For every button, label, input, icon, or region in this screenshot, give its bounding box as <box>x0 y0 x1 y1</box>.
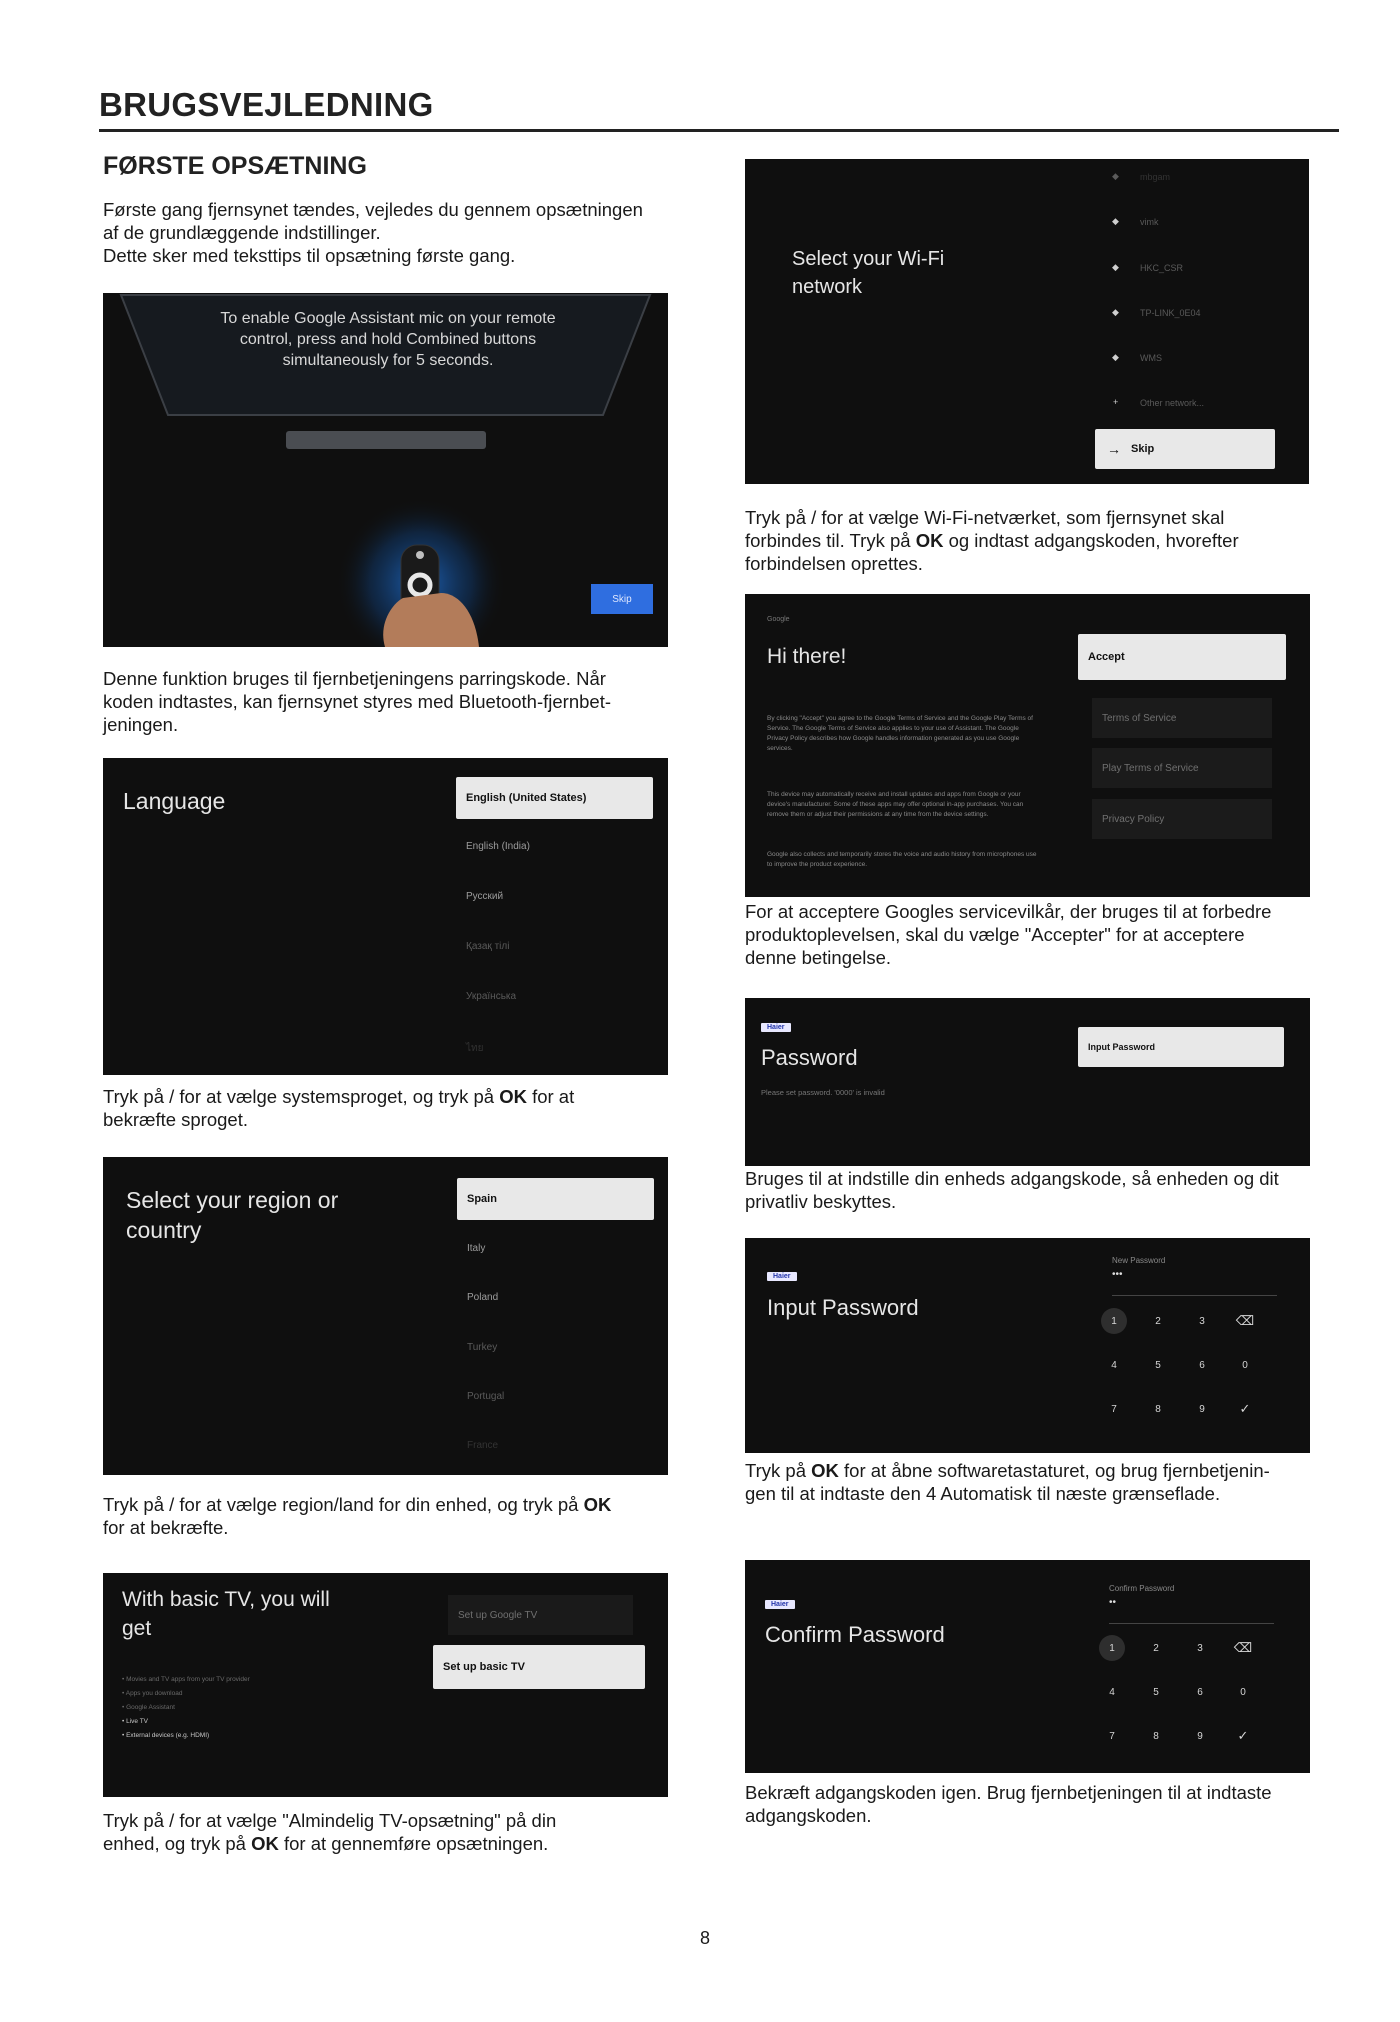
intro-line: Dette sker med teksttips til opsætning første gang. <box>103 245 516 266</box>
language-option[interactable]: Қазақ тілі <box>466 941 510 952</box>
caption-line: jeningen. <box>103 714 179 735</box>
keypad-key[interactable]: 8 <box>1153 1730 1159 1742</box>
caption-line <box>745 1459 1325 1482</box>
wifi-network[interactable]: HKC_CSR <box>1140 263 1184 273</box>
feature-text: Google Assistant <box>126 1704 175 1711</box>
field-underline <box>1109 1623 1274 1624</box>
password-hint: Please set password. '0000' is invalid <box>761 1088 885 1097</box>
caption-region <box>103 1493 683 1539</box>
caption-line: gen til at indtaste den 4 Automatisk til næste grænseflade. <box>745 1483 1221 1504</box>
screen-title: Password <box>761 1045 858 1070</box>
caption-line: for at bekræfte. <box>103 1517 229 1538</box>
wifi-icon: ◆ <box>1112 262 1119 272</box>
add-icon: + <box>1113 397 1119 407</box>
caption-line: Bekræft adgangskoden igen. Brug fjernbetjeningen til at indtaste <box>745 1782 1272 1803</box>
caption-line: privatliv beskyttes. <box>745 1191 897 1212</box>
keypad-key[interactable]: 4 <box>1111 1359 1117 1371</box>
caption-input-password <box>745 1459 1325 1505</box>
screenshot-password <box>745 998 1310 1166</box>
caption-line: Bruges til at indstille din enheds adgangskode, så enheden og dit <box>745 1168 1279 1189</box>
backspace-icon[interactable]: ⌫ <box>1235 1313 1255 1328</box>
caption-remote-pairing <box>103 667 683 736</box>
play-terms-link[interactable]: Play Terms of Service <box>1092 748 1272 788</box>
keypad-key[interactable]: 9 <box>1197 1730 1203 1742</box>
feature-list <box>122 1673 250 1743</box>
keypad-key[interactable]: 0 <box>1240 1686 1246 1698</box>
terms-fine-print: By clicking "Accept" you agree to the Google Terms of Service and the Google Play Terms of Service. The Google Terms of Service also applies to your use of Assistant. The Google Privacy Policy describes how Google handles information generated as you use Google services. <box>767 715 1033 752</box>
keypad-key[interactable]: 8 <box>1155 1403 1161 1415</box>
ok-key-label: OK <box>915 530 944 551</box>
keypad-key[interactable]: 1 <box>1101 1308 1127 1334</box>
keypad-key[interactable]: 2 <box>1153 1642 1159 1654</box>
caption-wifi <box>745 506 1325 575</box>
haier-badge: Haier <box>767 1272 797 1281</box>
caption-text: Tryk på / for at vælge systemsproget, og tryk på <box>103 1086 500 1107</box>
screen-title: Hi there! <box>767 645 847 668</box>
feature-text: Movies and TV apps from your TV provider <box>126 1676 250 1683</box>
message-line: simultaneously for 5 seconds. <box>282 352 494 369</box>
screenshot-region <box>103 1157 668 1475</box>
keypad-key[interactable]: 5 <box>1153 1686 1159 1698</box>
ok-key-label: OK <box>811 1460 839 1481</box>
caption-line <box>745 529 1325 552</box>
field-underline <box>1112 1295 1277 1296</box>
caption-confirm-password <box>745 1781 1325 1827</box>
ok-key-label: OK <box>251 1833 279 1854</box>
wifi-network[interactable]: mbgam <box>1140 172 1171 182</box>
caption-line: Tryk på / for at vælge Wi-Fi-netværket, som fjernsynet skal <box>745 507 1225 528</box>
caption-line: koden indtastes, kan fjernsynet styres med Bluetooth-fjernbet- <box>103 691 611 712</box>
assistant-message <box>173 308 603 371</box>
confirm-password-label: Confirm Password <box>1109 1584 1175 1593</box>
skip-button[interactable]: Skip <box>591 584 653 614</box>
region-option[interactable]: Portugal <box>467 1391 505 1402</box>
setup-google-tv-option[interactable]: Set up Google TV <box>448 1595 633 1635</box>
wifi-network[interactable]: TP-LINK_0E04 <box>1140 308 1201 318</box>
haier-badge: Haier <box>765 1600 795 1609</box>
new-password-label: New Password <box>1112 1256 1166 1265</box>
terms-fine-print: This device may automatically receive and install updates and apps from Google or your device's manufacturer. Some of these apps may offer optional in-app purchases. You can remove them or adjust their permissions at any time from the device settings. <box>767 791 1024 818</box>
document-title: BRUGSVEJLEDNING <box>99 86 434 123</box>
keypad-key[interactable]: 3 <box>1197 1642 1203 1654</box>
keypad-key[interactable]: 7 <box>1109 1730 1115 1742</box>
caption-terms <box>745 900 1325 969</box>
language-option[interactable]: English (India) <box>466 841 530 852</box>
caption-line: Tryk på / for at vælge "Almindelig TV-opsætning" på din <box>103 1810 557 1831</box>
caption-text: for at åbne softwaretastaturet, og brug fjernbetjenin- <box>838 1460 1270 1481</box>
intro-line: Første gang fjernsynet tændes, vejledes du gennem opsætningen <box>103 199 643 220</box>
confirm-password-value[interactable]: •• <box>1109 1597 1117 1608</box>
title-line: get <box>122 1617 152 1640</box>
privacy-policy-link[interactable]: Privacy Policy <box>1092 799 1272 839</box>
feature-text: Apps you download <box>125 1690 183 1697</box>
wifi-icon: ◆ <box>1112 352 1119 362</box>
new-password-value[interactable]: ••• <box>1112 1269 1123 1280</box>
caption-language <box>103 1085 683 1131</box>
title-line: Select your region or <box>126 1187 339 1213</box>
language-option[interactable]: Русский <box>466 891 504 902</box>
caption-text: Tryk på <box>745 1460 812 1481</box>
screenshot-terms <box>745 594 1310 897</box>
wifi-icon: ◆ <box>1112 171 1119 181</box>
keypad-key[interactable]: 0 <box>1242 1359 1248 1371</box>
message-line: control, press and hold Combined buttons <box>239 331 537 348</box>
haier-badge: Haier <box>761 1023 791 1032</box>
backspace-icon[interactable]: ⌫ <box>1233 1640 1253 1655</box>
screen-title: Confirm Password <box>765 1622 945 1647</box>
checkmark-icon[interactable]: ✓ <box>1239 1401 1251 1416</box>
wifi-network[interactable]: Other network... <box>1140 398 1205 408</box>
wifi-network[interactable]: vimk <box>1140 217 1159 227</box>
caption-text: for at <box>526 1086 575 1107</box>
screen-title <box>126 1185 338 1245</box>
caption-line: bekræfte sproget. <box>103 1109 248 1130</box>
screen-title <box>792 245 944 301</box>
region-option[interactable]: Poland <box>467 1292 499 1303</box>
terms-of-service-link[interactable]: Terms of Service <box>1092 698 1272 738</box>
language-option[interactable]: Українська <box>466 991 517 1002</box>
caption-line: produktoplevelsen, skal du vælge "Accepter" for at acceptere <box>745 924 1245 945</box>
keypad-key[interactable]: 9 <box>1199 1403 1205 1415</box>
input-password-button[interactable]: Input Password <box>1078 1027 1284 1067</box>
wifi-icon: ◆ <box>1112 216 1119 226</box>
screenshot-language <box>103 758 668 1075</box>
screenshot-basic-tv <box>103 1573 668 1797</box>
caption-password <box>745 1167 1325 1213</box>
caption-line: For at acceptere Googles servicevilkår, der bruges til at forbedre <box>745 901 1272 922</box>
intro-line: af de grundlæggende indstillinger. <box>103 222 381 243</box>
header-rule <box>99 129 1339 132</box>
keypad-key[interactable]: 7 <box>1111 1403 1117 1415</box>
setup-basic-tv-option[interactable]: Set up basic TV <box>433 1645 645 1689</box>
screenshot-assistant <box>103 293 668 647</box>
title-line: network <box>792 276 863 298</box>
accept-button[interactable]: Accept <box>1078 634 1286 680</box>
skip-label: Skip <box>1131 443 1155 455</box>
caption-text: Tryk på / for at vælge region/land for din enhed, og tryk på <box>103 1494 584 1515</box>
title-line: With basic TV, you will <box>122 1588 330 1611</box>
keypad-key[interactable]: 4 <box>1109 1686 1115 1698</box>
caption-text: for at gennemføre opsætningen. <box>278 1833 549 1854</box>
keypad-key[interactable]: 6 <box>1199 1359 1205 1371</box>
feature-item: • External devices (e.g. HDMI) <box>122 1732 210 1739</box>
caption-line: adgangskoden. <box>745 1805 872 1826</box>
caption-basic-tv <box>103 1809 683 1855</box>
screen-title: Language <box>123 788 226 814</box>
google-brand: Google <box>767 616 790 623</box>
feature-item: • Google Assistant <box>122 1704 175 1711</box>
wifi-icon: ◆ <box>1112 307 1119 317</box>
ok-key-label: OK <box>499 1086 527 1107</box>
title-line: Select your Wi-Fi <box>792 248 945 270</box>
caption-text: enhed, og tryk på <box>103 1833 252 1854</box>
caption-line <box>103 1493 683 1516</box>
caption-text: forbindes til. Tryk på <box>745 530 916 551</box>
feature-item: • Apps you download <box>122 1690 183 1697</box>
screenshot-input-password <box>745 1238 1310 1453</box>
region-option[interactable]: Turkey <box>467 1342 498 1353</box>
feature-item: • Live TV <box>122 1718 149 1725</box>
caption-line <box>103 1832 683 1855</box>
feature-text: Live TV <box>126 1718 149 1725</box>
screenshot-wifi <box>745 159 1309 484</box>
region-option[interactable]: Italy <box>467 1243 486 1254</box>
terms-fine-print: Google also collects and temporarily stores the voice and audio history from microphones use to improve the product experience. <box>767 851 1037 868</box>
screenshot-confirm-password <box>745 1560 1310 1773</box>
keypad-key[interactable]: 3 <box>1199 1315 1205 1327</box>
wifi-skip-option[interactable] <box>1095 429 1275 469</box>
ok-key-label: OK <box>583 1494 612 1515</box>
feature-text: External devices (e.g. HDMI) <box>126 1732 210 1739</box>
caption-line <box>103 1085 683 1108</box>
screen-title: Input Password <box>767 1295 919 1320</box>
feature-item: • Movies and TV apps from your TV provider <box>122 1676 250 1683</box>
intro-text <box>103 198 683 267</box>
section-title: FØRSTE OPSÆTNING <box>103 152 367 180</box>
page-number: 8 <box>699 1928 710 1948</box>
keypad-key[interactable]: 6 <box>1197 1686 1203 1698</box>
screen-title <box>122 1585 330 1643</box>
region-option-selected[interactable]: Spain <box>457 1178 654 1220</box>
keypad-key[interactable]: 1 <box>1099 1635 1125 1661</box>
language-option-selected[interactable]: English (United States) <box>456 777 653 819</box>
caption-line: denne betingelse. <box>745 947 892 968</box>
caption-line: Denne funktion bruges til fjernbetjeningens parringskode. Når <box>103 668 606 689</box>
wifi-network[interactable]: WMS <box>1140 353 1162 363</box>
region-option[interactable]: France <box>467 1440 499 1451</box>
title-line: country <box>126 1217 202 1243</box>
keypad-key[interactable]: 5 <box>1155 1359 1161 1371</box>
language-option[interactable]: ไทย <box>466 1043 484 1054</box>
arrow-right-icon: → <box>1107 441 1121 457</box>
caption-line: forbindelsen oprettes. <box>745 553 923 574</box>
message-line: To enable Google Assistant mic on your remote <box>220 310 556 327</box>
keypad-key[interactable]: 2 <box>1155 1315 1161 1327</box>
checkmark-icon[interactable]: ✓ <box>1237 1728 1249 1743</box>
caption-text: og indtast adgangskoden, hvorefter <box>943 530 1239 551</box>
